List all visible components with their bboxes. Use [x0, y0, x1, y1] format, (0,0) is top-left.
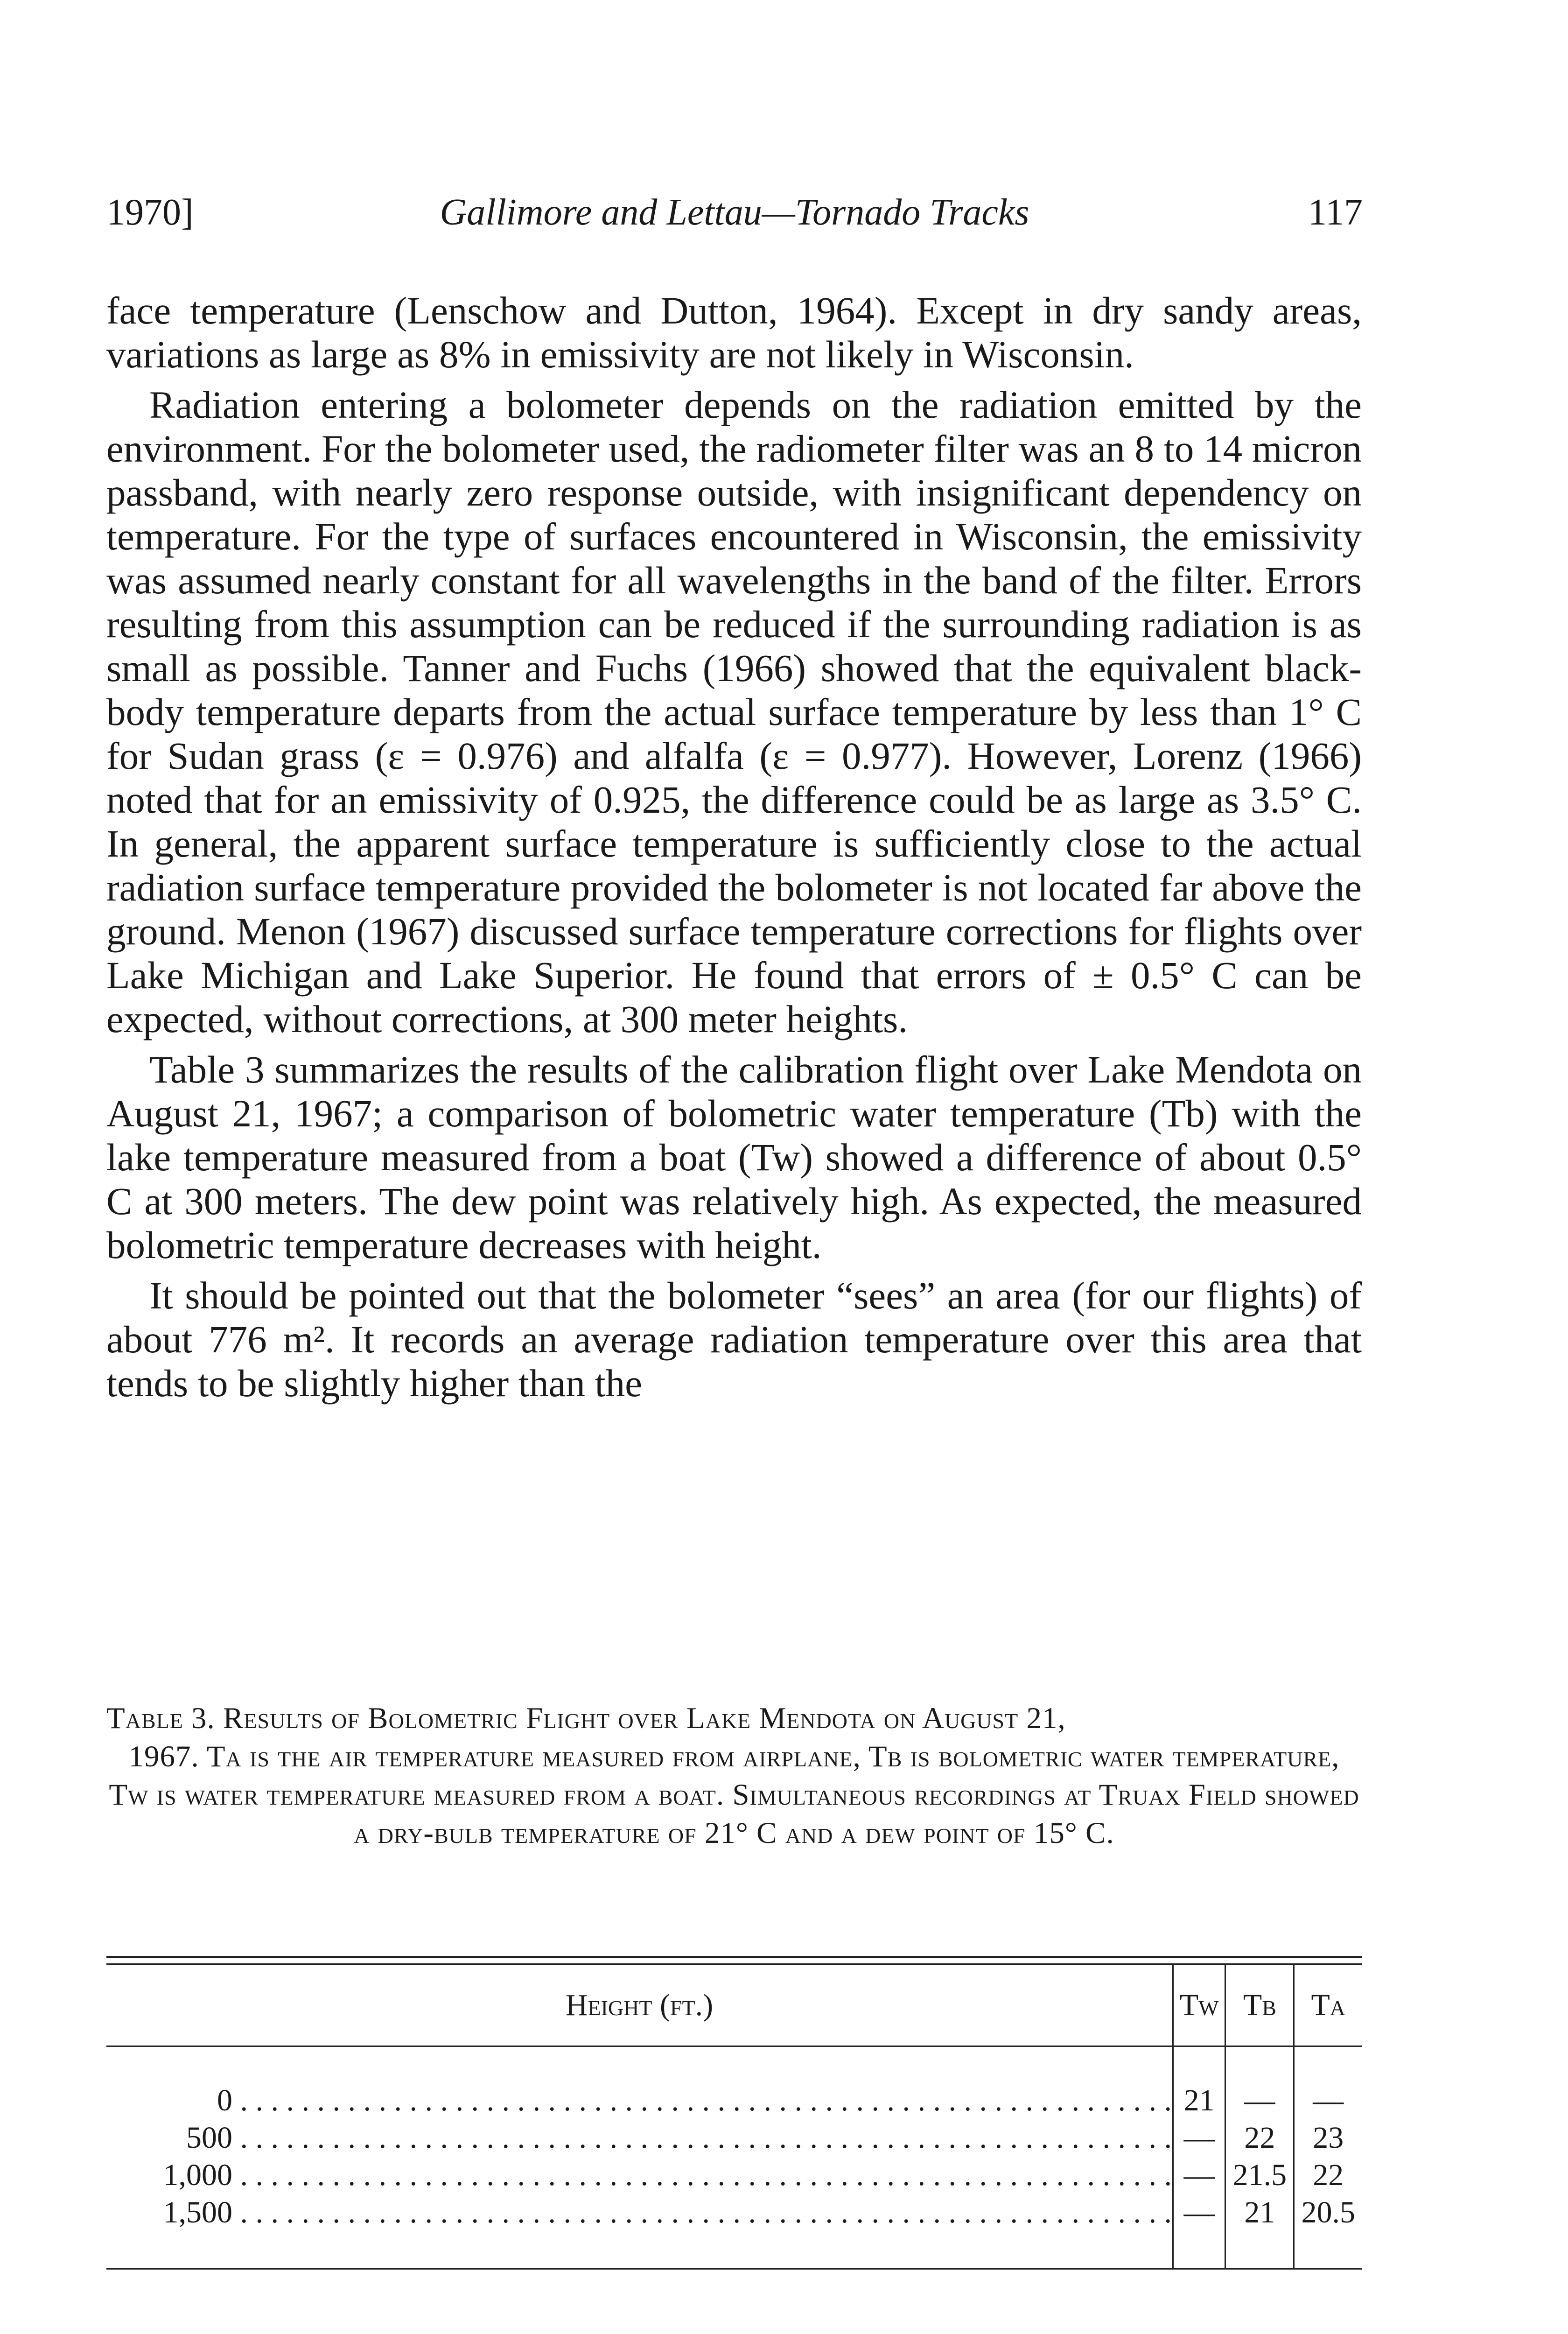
ta-value: 23: [1294, 2119, 1362, 2157]
column-header-tw: Tw: [1173, 1965, 1225, 2046]
column-header-tb: Tb: [1225, 1965, 1294, 2046]
leader-dots: [232, 2121, 1172, 2155]
table-top-rule: [106, 1956, 1362, 1958]
ta-value: 22: [1294, 2157, 1362, 2194]
page-number: 117: [1308, 192, 1363, 233]
table-row: [106, 2046, 1362, 2120]
height-value: 500: [186, 2121, 232, 2155]
paragraph-2: Radiation entering a bolometer depends on the radiation emitted by the environment. For the bolometer used, the radiometer filter was an 8 to 14 micron passband, with nearly zero response outside, with insignificant dependency on temperature. For the type of surfaces encountered in Wisconsin, the emissivity was assumed nearly constant for all wavelengths in the band of the filter. Errors resulting from this assumption can be reduced if the surrounding radiation is as small as possible. Tanner and Fuchs (1966) showed that the equivalent black-body temperature departs from the actual surface temperature by less than 1° C for Sudan grass (ε = 0.976) and alfalfa (ε = 0.977). However, Lorenz (1966) noted that for an emissivity of 0.925, the difference could be as large as 3.5° C. In general, the apparent surface temperature is sufficiently close to the actual radiation surface temperature provided the bolometer is not located far above the ground. Menon (1967) discussed surface temperature corrections for flights over Lake Michigan and Lake Superior. He found that errors of ± 0.5° C can be expected, without corrections, at 300 meter heights.: [106, 383, 1362, 1040]
table-caption-rest: 1967. Ta is the air temperature measured from airplane, Tb is bolometric water temperature, Tw is water temperature measured from a boat. Simultaneous recordings at Truax Field showed a dry-bulb temperature of 21° C and a dew point of 15° C.: [109, 1740, 1359, 1850]
body-text: [106, 288, 1362, 1405]
paragraph-3: Table 3 summarizes the results of the calibration flight over Lake Mendota on August 21, 1967; a comparison of bolometric water temperature (Tb) with the lake temperature measured from a boat (Tw) showed a difference of about 0.5° C at 300 meters. The dew point was relatively high. As expected, the measured bolometric temperature decreases with height.: [106, 1048, 1362, 1266]
tw-value: —: [1173, 2194, 1225, 2268]
table-row: [106, 2194, 1362, 2268]
height-value: 1,000: [163, 2158, 232, 2192]
table-row: [106, 2157, 1362, 2194]
tw-value: —: [1173, 2119, 1225, 2157]
table-row: [106, 2119, 1362, 2157]
height-value: 0: [217, 2083, 232, 2117]
ta-value: 20.5: [1294, 2194, 1362, 2268]
height-value: 1,500: [163, 2195, 232, 2229]
table-header-row: [106, 1965, 1362, 2046]
journal-year: 1970]: [106, 192, 194, 233]
leader-dots: [232, 2195, 1172, 2229]
leader-dots: [232, 2083, 1172, 2117]
table-bottom-rule: [106, 2268, 1362, 2270]
results-table: [106, 1956, 1362, 2270]
ta-value: —: [1294, 2046, 1362, 2120]
tw-value: 21: [1173, 2046, 1225, 2120]
tb-value: 21.5: [1225, 2157, 1294, 2194]
column-header-height: Height (ft.): [106, 1965, 1173, 2046]
tb-value: 21: [1225, 2194, 1294, 2268]
running-header: [106, 191, 1363, 243]
table-caption-line1: Table 3. Results of Bolometric Flight over Lake Mendota on August 21,: [106, 1701, 1066, 1735]
running-title: Gallimore and Lettau—Tornado Tracks: [440, 192, 1029, 233]
tw-value: —: [1173, 2157, 1225, 2194]
table-caption: [106, 1699, 1362, 1852]
paragraph-4: It should be pointed out that the bolometer “sees” an area (for our flights) of about 776 m². It records an average radiation temperature over this area that tends to be slightly higher than the: [106, 1274, 1362, 1405]
tb-value: 22: [1225, 2119, 1294, 2157]
paragraph-1: face temperature (Lenschow and Dutton, 1964). Except in dry sandy areas, variations as large as 8% in emissivity are not likely in Wisconsin.: [106, 289, 1362, 376]
column-header-ta: Ta: [1294, 1965, 1362, 2046]
leader-dots: [232, 2158, 1172, 2192]
tb-value: —: [1225, 2046, 1294, 2120]
data-table: [106, 1965, 1362, 2268]
